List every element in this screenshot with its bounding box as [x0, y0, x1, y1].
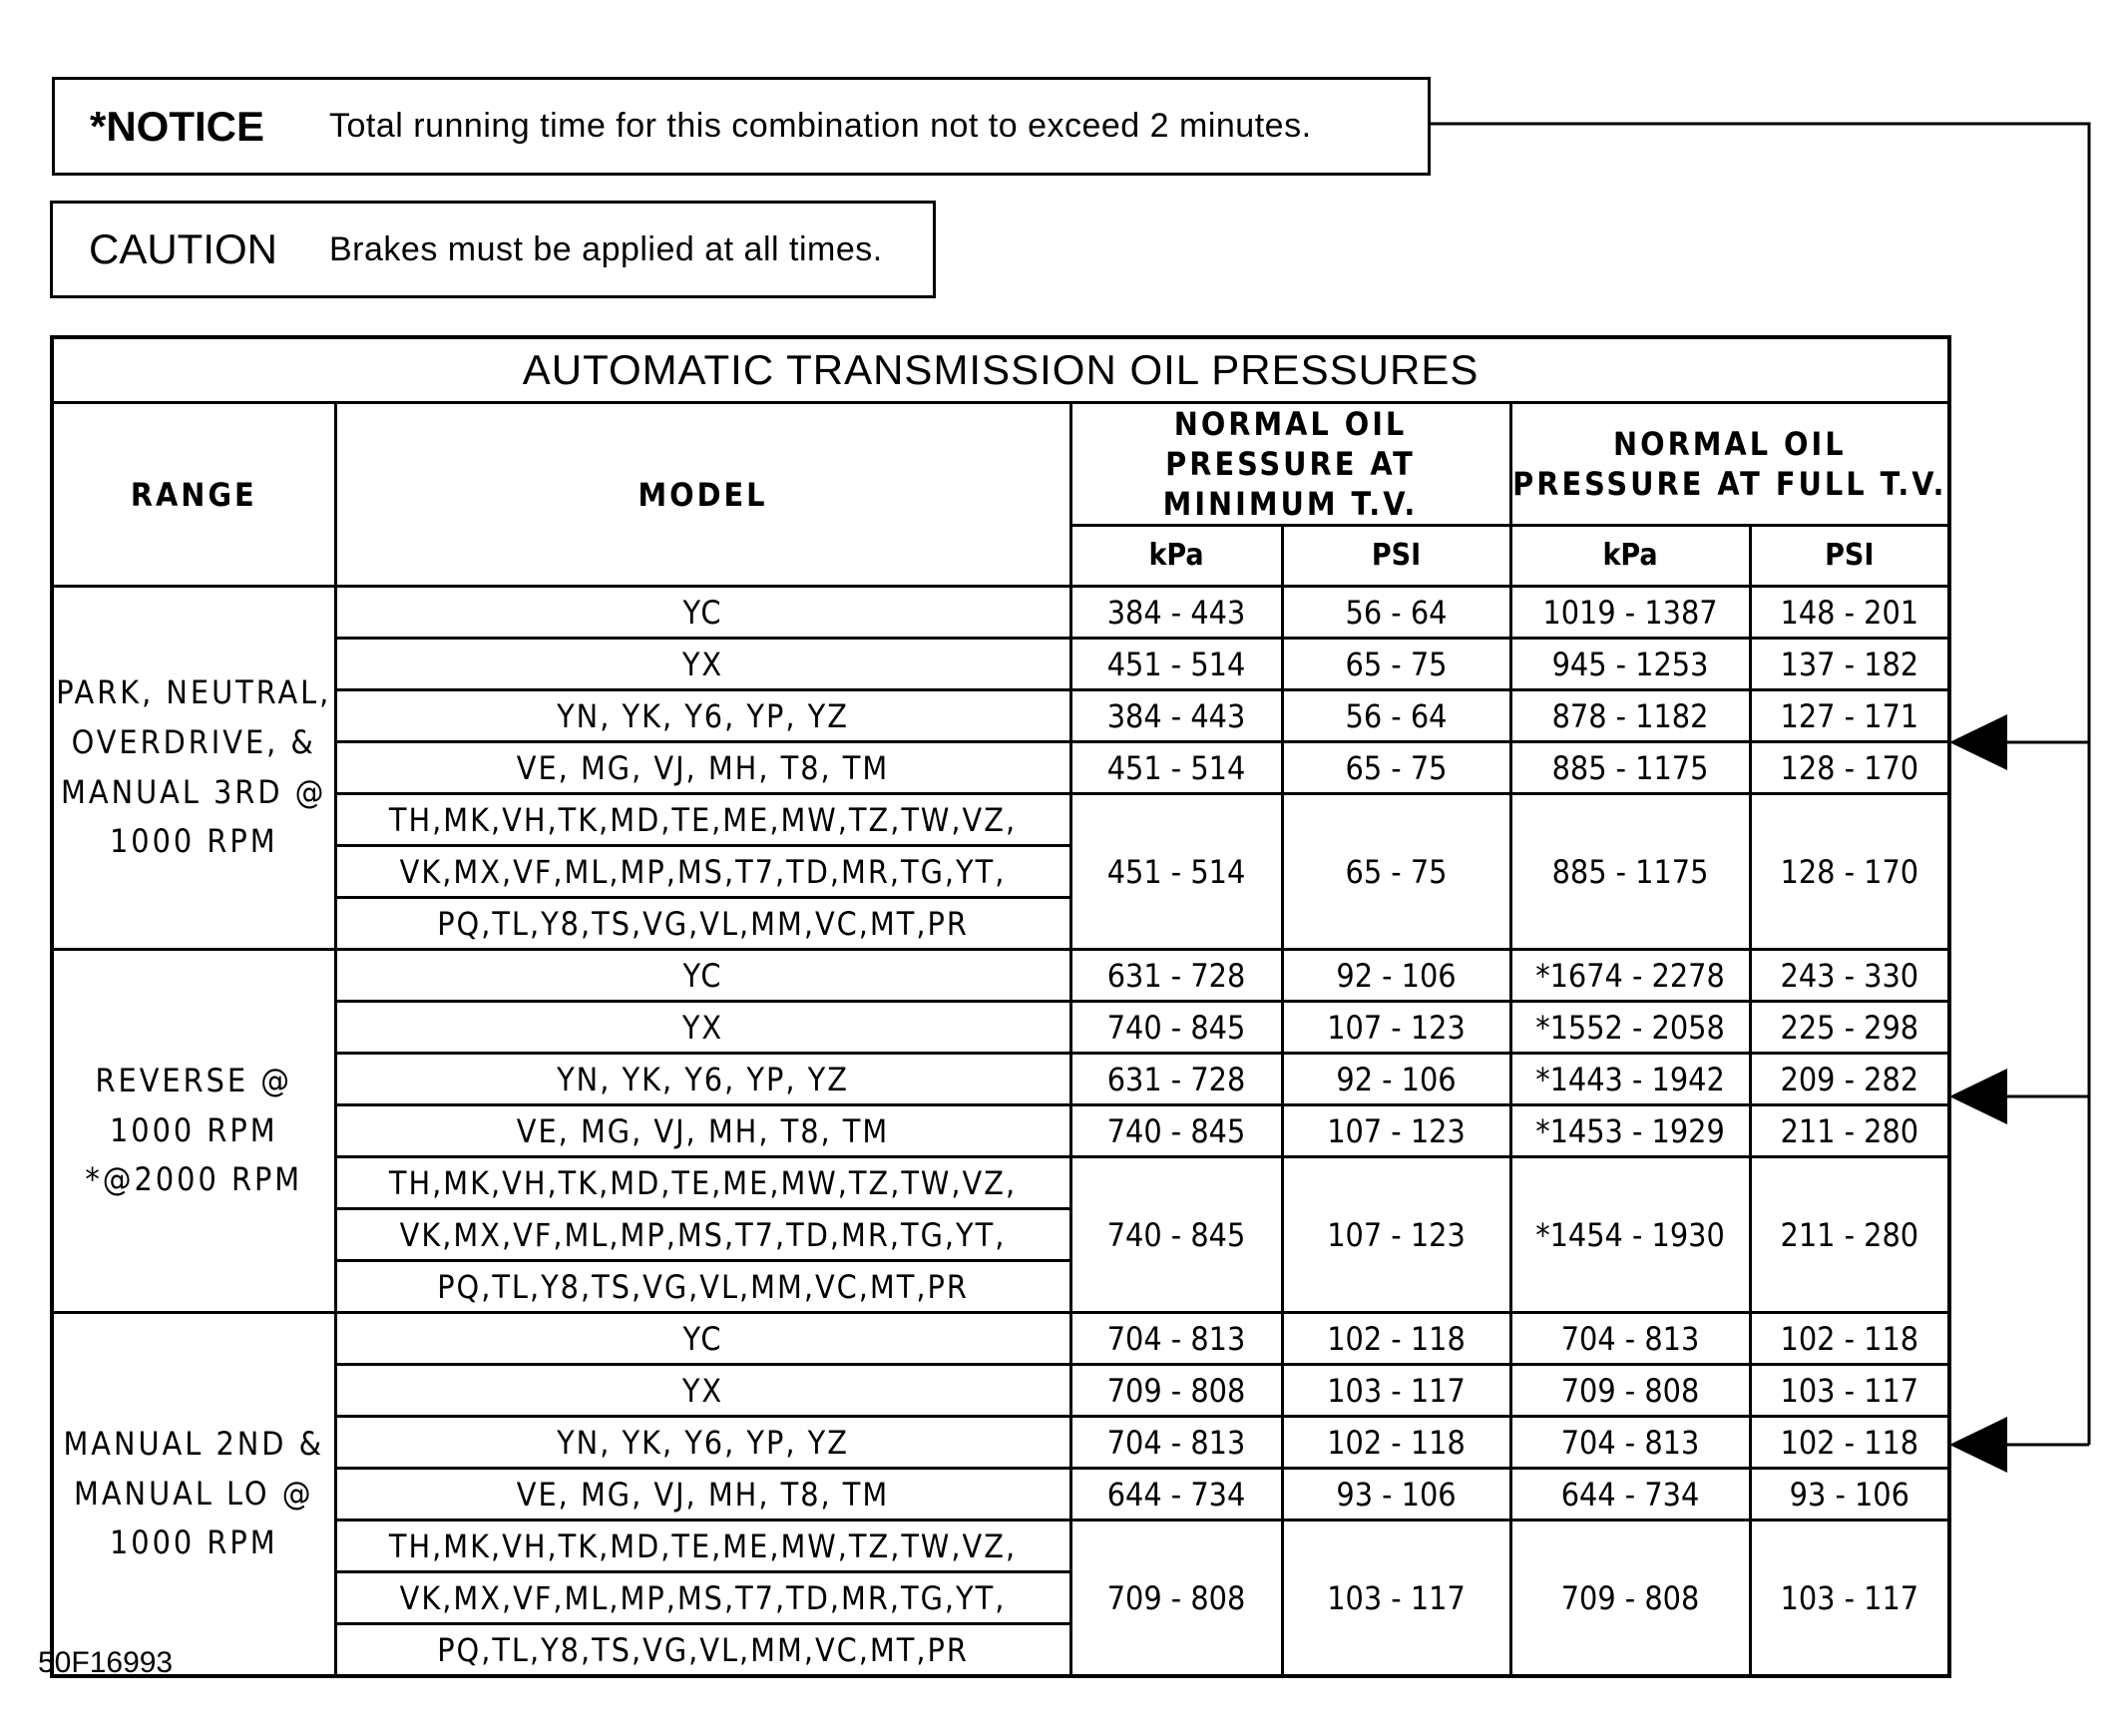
full-kpa-cell: 704 - 813 [1510, 1417, 1750, 1469]
full-kpa-cell: *1453 - 1929 [1510, 1105, 1750, 1157]
min-psi-cell: 65 - 75 [1282, 794, 1510, 950]
min-psi-cell: 107 - 123 [1282, 1002, 1510, 1054]
model-cell: TH,MK,VH,TK,MD,TE,ME,MW,TZ,TW,VZ, [335, 1157, 1070, 1209]
model-cell: YC [335, 587, 1070, 639]
range-cell: PARK, NEUTRAL, OVERDRIVE, & MANUAL 3RD @ 1000 RPM [52, 587, 335, 950]
min-kpa-cell: 384 - 443 [1070, 587, 1282, 639]
full-psi-cell: 127 - 171 [1750, 690, 1949, 742]
full-psi-cell: 102 - 118 [1750, 1313, 1949, 1365]
full-kpa-cell: *1443 - 1942 [1510, 1054, 1750, 1105]
min-kpa-cell: 740 - 845 [1070, 1157, 1282, 1313]
min-psi-header: PSI [1282, 526, 1510, 587]
full-psi-header: PSI [1750, 526, 1949, 587]
model-cell: VE, MG, VJ, MH, T8, TM [335, 1469, 1070, 1520]
table-row [52, 742, 1949, 794]
arrow-head-reverse [1949, 1069, 2007, 1124]
notice-label: *NOTICE [90, 102, 265, 150]
range-cell: REVERSE @ 1000 RPM *@2000 RPM [52, 950, 335, 1313]
min-psi-cell: 93 - 106 [1282, 1469, 1510, 1520]
full-kpa-cell: 709 - 808 [1510, 1520, 1750, 1677]
model-cell: YC [335, 950, 1070, 1002]
model-cell: VE, MG, VJ, MH, T8, TM [335, 742, 1070, 794]
full-psi-cell: 211 - 280 [1750, 1157, 1949, 1313]
full-kpa-cell: 644 - 734 [1510, 1469, 1750, 1520]
caution-box [50, 201, 936, 298]
full-kpa-cell: 945 - 1253 [1510, 639, 1750, 690]
table-row [52, 1157, 1949, 1209]
full-tv-header: NORMAL OIL PRESSURE AT FULL T.V. [1510, 403, 1949, 526]
min-kpa-cell: 631 - 728 [1070, 950, 1282, 1002]
table-row [52, 1365, 1949, 1417]
table-row [52, 794, 1949, 846]
min-kpa-cell: 451 - 514 [1070, 639, 1282, 690]
full-psi-cell: 102 - 118 [1750, 1417, 1949, 1469]
full-psi-cell: 148 - 201 [1750, 587, 1949, 639]
model-cell: PQ,TL,Y8,TS,VG,VL,MM,VC,MT,PR [335, 898, 1070, 950]
table-row [52, 1313, 1949, 1365]
model-cell: VK,MX,VF,ML,MP,MS,T7,TD,MR,TG,YT, [335, 846, 1070, 898]
min-psi-cell: 102 - 118 [1282, 1313, 1510, 1365]
min-psi-cell: 102 - 118 [1282, 1417, 1510, 1469]
min-kpa-cell: 740 - 845 [1070, 1002, 1282, 1054]
full-psi-cell: 243 - 330 [1750, 950, 1949, 1002]
full-kpa-cell: 1019 - 1387 [1510, 587, 1750, 639]
min-psi-cell: 107 - 123 [1282, 1157, 1510, 1313]
full-kpa-cell: *1454 - 1930 [1510, 1157, 1750, 1313]
table-row [52, 690, 1949, 742]
model-cell: VK,MX,VF,ML,MP,MS,T7,TD,MR,TG,YT, [335, 1209, 1070, 1261]
full-psi-cell: 128 - 170 [1750, 742, 1949, 794]
notice-text: Total running time for this combination not to exceed 2 minutes. [329, 107, 1312, 145]
arrow-head-park [1949, 714, 2007, 770]
table-row [52, 1469, 1949, 1520]
full-kpa-cell: 885 - 1175 [1510, 794, 1750, 950]
model-cell: YN, YK, Y6, YP, YZ [335, 1054, 1070, 1105]
min-psi-cell: 92 - 106 [1282, 1054, 1510, 1105]
min-kpa-cell: 644 - 734 [1070, 1469, 1282, 1520]
model-cell: PQ,TL,Y8,TS,VG,VL,MM,VC,MT,PR [335, 1261, 1070, 1313]
table-row [52, 1417, 1949, 1469]
full-psi-cell: 103 - 117 [1750, 1520, 1949, 1677]
full-psi-cell: 93 - 106 [1750, 1469, 1949, 1520]
table-row [52, 950, 1949, 1002]
notice-box [52, 77, 1431, 176]
model-cell: YX [335, 639, 1070, 690]
table-row [52, 1520, 1949, 1572]
range-cell: MANUAL 2ND & MANUAL LO @ 1000 RPM [52, 1313, 335, 1677]
full-kpa-cell: 885 - 1175 [1510, 742, 1750, 794]
arrow-head-manual [1949, 1417, 2007, 1473]
caution-text: Brakes must be applied at all times. [329, 229, 883, 268]
model-cell: TH,MK,VH,TK,MD,TE,ME,MW,TZ,TW,VZ, [335, 794, 1070, 846]
full-kpa-cell: 709 - 808 [1510, 1365, 1750, 1417]
min-psi-cell: 65 - 75 [1282, 742, 1510, 794]
min-kpa-cell: 384 - 443 [1070, 690, 1282, 742]
model-cell: YC [335, 1313, 1070, 1365]
full-psi-cell: 209 - 282 [1750, 1054, 1949, 1105]
table-row [52, 1105, 1949, 1157]
model-cell: YX [335, 1002, 1070, 1054]
model-cell: YN, YK, Y6, YP, YZ [335, 690, 1070, 742]
table-row [52, 639, 1949, 690]
table-row [52, 1002, 1949, 1054]
full-kpa-cell: *1552 - 2058 [1510, 1002, 1750, 1054]
oil-pressure-table [50, 335, 1951, 1678]
model-cell: VK,MX,VF,ML,MP,MS,T7,TD,MR,TG,YT, [335, 1572, 1070, 1624]
caution-label: CAUTION [89, 225, 277, 272]
min-kpa-cell: 709 - 808 [1070, 1365, 1282, 1417]
full-psi-cell: 225 - 298 [1750, 1002, 1949, 1054]
full-psi-cell: 128 - 170 [1750, 794, 1949, 950]
min-tv-header: NORMAL OIL PRESSURE AT MINIMUM T.V. [1070, 403, 1510, 526]
min-kpa-header: kPa [1070, 526, 1282, 587]
min-kpa-cell: 709 - 808 [1070, 1520, 1282, 1677]
min-psi-cell: 92 - 106 [1282, 950, 1510, 1002]
full-kpa-cell: 878 - 1182 [1510, 690, 1750, 742]
table-row [52, 587, 1949, 639]
range-header: RANGE [52, 403, 335, 587]
figure-id: 50F16993 [38, 1646, 174, 1679]
table-title: AUTOMATIC TRANSMISSION OIL PRESSURES [52, 337, 1949, 403]
min-psi-cell: 107 - 123 [1282, 1105, 1510, 1157]
min-kpa-cell: 704 - 813 [1070, 1313, 1282, 1365]
full-psi-cell: 137 - 182 [1750, 639, 1949, 690]
min-psi-cell: 103 - 117 [1282, 1520, 1510, 1677]
min-kpa-cell: 451 - 514 [1070, 742, 1282, 794]
min-psi-cell: 103 - 117 [1282, 1365, 1510, 1417]
full-psi-cell: 103 - 117 [1750, 1365, 1949, 1417]
min-kpa-cell: 631 - 728 [1070, 1054, 1282, 1105]
full-psi-cell: 211 - 280 [1750, 1105, 1949, 1157]
model-cell: YN, YK, Y6, YP, YZ [335, 1417, 1070, 1469]
min-psi-cell: 56 - 64 [1282, 587, 1510, 639]
min-kpa-cell: 704 - 813 [1070, 1417, 1282, 1469]
min-kpa-cell: 451 - 514 [1070, 794, 1282, 950]
min-kpa-cell: 740 - 845 [1070, 1105, 1282, 1157]
table-row [52, 1054, 1949, 1105]
model-cell: VE, MG, VJ, MH, T8, TM [335, 1105, 1070, 1157]
min-psi-cell: 65 - 75 [1282, 639, 1510, 690]
full-kpa-cell: *1674 - 2278 [1510, 950, 1750, 1002]
model-header: MODEL [335, 403, 1070, 587]
model-cell: TH,MK,VH,TK,MD,TE,ME,MW,TZ,TW,VZ, [335, 1520, 1070, 1572]
full-kpa-cell: 704 - 813 [1510, 1313, 1750, 1365]
model-cell: PQ,TL,Y8,TS,VG,VL,MM,VC,MT,PR [335, 1624, 1070, 1677]
full-kpa-header: kPa [1510, 526, 1750, 587]
model-cell: YX [335, 1365, 1070, 1417]
min-psi-cell: 56 - 64 [1282, 690, 1510, 742]
